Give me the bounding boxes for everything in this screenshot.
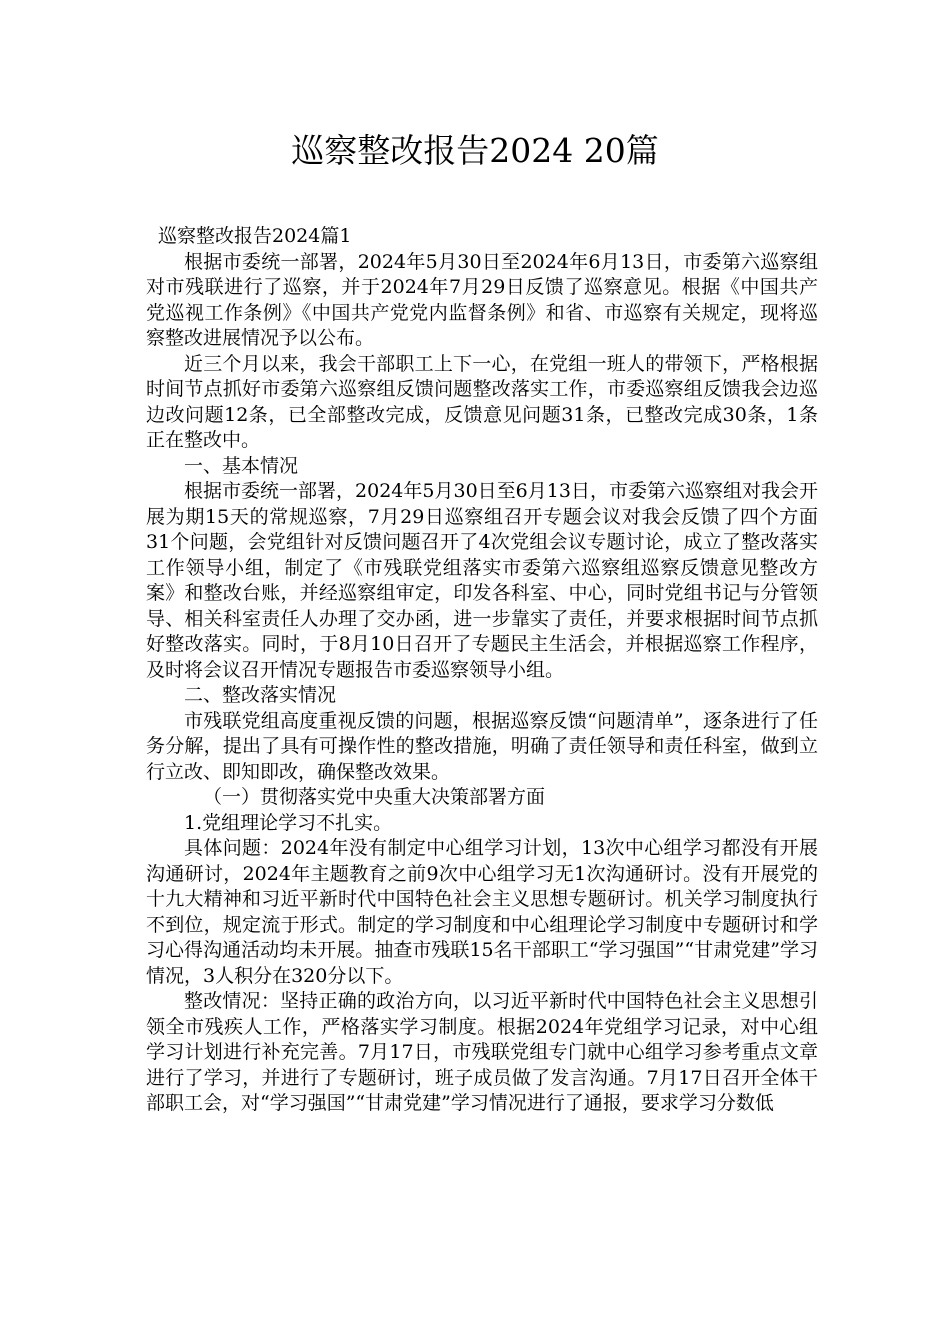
paragraph-intro: 根据市委统一部署，2024年5月30日至2024年6月13日，市委第六巡察组对市残联进行了巡察，并于2024年7月29日反馈了巡察意见。根据《中国共产党巡视工作条例》《中国共产党党内监督条例》和省、市巡察有关规定，现将巡察整改进展情况予以公布。 [146, 250, 818, 349]
heading-basic-situation: 一、基本情况 [184, 454, 299, 477]
document-body [146, 224, 818, 1117]
paragraph-summary: 近三个月以来，我会干部职工上下一心，在党组一班人的带领下，严格根据时间节点抓好市委第六巡察组反馈问题整改落实工作，市委巡察组反馈我会边巡边改问题12条，已全部整改完成，反馈意见问题31条，已整改完成30条，1条正在整改中。 [146, 352, 818, 451]
heading-section-one: （一）贯彻落实党中央重大决策部署方面 [203, 786, 546, 808]
section-subtitle: 巡察整改报告2024篇1 [158, 225, 352, 247]
heading-item-one: 1.党组理论学习不扎实。 [184, 811, 393, 834]
paragraph-basic-situation: 根据市委统一部署，2024年5月30日至6月13日，市委第六巡察组对我会开展为期15天的常规巡察，7月29日巡察组召开专题会议对我会反馈了四个方面31个问题，会党组针对反馈问题召开了4次党组会议专题讨论，成立了整改落实工作领导小组，制定了《市残联党组落实市委第六巡察组巡察反馈意见整改方案》和整改台账，并经巡察组审定，印发各科室、中心，同时党组书记与分管领导、相关科室责任人办理了交办函，进一步靠实了责任，并要求根据时间节点抓好整改落实。同时，于8月10日召开了专题民主生活会，并根据巡察工作程序，及时将会议召开情况专题报告市委巡察领导小组。 [146, 480, 818, 681]
paragraph-rectification: 市残联党组高度重视反馈的问题，根据巡察反馈“问题清单”，逐条进行了任务分解，提出了具有可操作性的整改措施，明确了责任领导和责任科室，做到立行立改、即知即改，确保整改效果。 [146, 709, 818, 783]
document-title: 巡察整改报告2024 20篇 [291, 131, 659, 170]
paragraph-specific-problem: 具体问题：2024年没有制定中心组学习计划，13次中心组学习都没有开展沟通研讨，2024年主题教育之前9次中心组学习无1次沟通研讨。没有开展党的十九大精神和习近平新时代中国特色社会主义思想专题研讨。机关学习制度执行不到位，规定流于形式。制定的学习制度和中心组理论学习制度中专题研讨和学习心得沟通活动均未开展。抽查市残联15名干部职工“学习强国”“甘肃党建”学习情况，3人积分在320分以下。 [146, 837, 818, 987]
heading-rectification: 二、整改落实情况 [184, 684, 337, 706]
paragraph-rectification-status: 整改情况：坚持正确的政治方向，以习近平新时代中国特色社会主义思想引领全市残疾人工作，严格落实学习制度。根据2024年党组学习记录，对中心组学习计划进行补充完善。7月17日，市残联党组专门就中心组学习参考重点文章进行了学习，并进行了专题研讨，班子成员做了发言沟通。7月17日召开全体干部职工会，对“学习强国”“甘肃党建”学习情况进行了通报，要求学习分数低 [146, 990, 818, 1114]
